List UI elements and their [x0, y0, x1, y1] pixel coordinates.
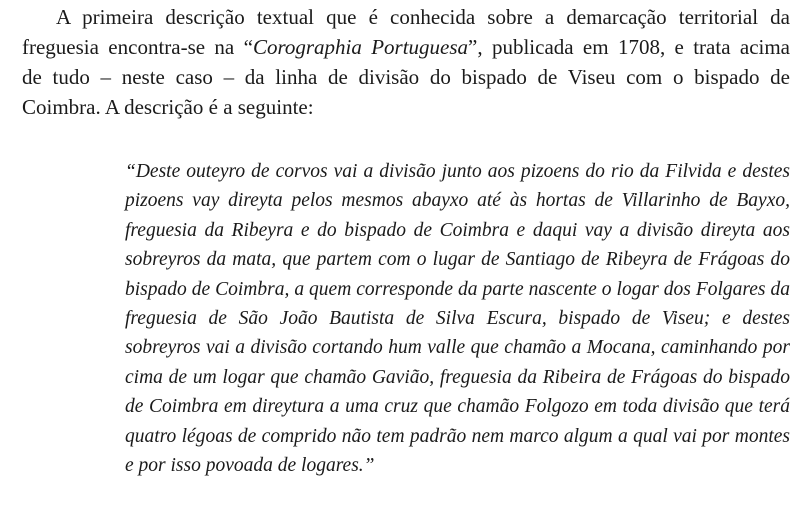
block-quote [125, 157, 790, 480]
intro-line-4: Coimbra. A descrição é a seguinte: [22, 95, 314, 119]
quote-line-7: sobreyros vai a divisão cortando hum valle que chamão a Mocana, caminhando por [125, 337, 790, 359]
intro-paragraph [22, 2, 790, 122]
quote-line-3: freguesia da Ribeyra e do bispado de Coimbra e daqui vay a divisão direyta aos [125, 219, 790, 241]
intro-line-3: de tudo – neste caso – da linha de divisão do bispado de Viseu com o bispado de [22, 65, 790, 89]
quote-line-11: e por isso povoada de logares.” [125, 455, 375, 477]
quote-line-9: de Coimbra em direytura a uma cruz que chamão Folgozo em toda divisão que terá [125, 396, 790, 418]
quote-line-2: pizoens vay direyta pelos mesmos abayxo até às hortas de Villarinho de Bayxo, [125, 190, 790, 212]
book-title: Corographia Portuguesa [252, 35, 469, 59]
quote-line-6: freguesia de São João Bautista de Silva Escura, bispado de Viseu; e destes [125, 308, 790, 330]
quote-line-8: cima de um logar que chamão Gavião, freguesia da Ribeira de Frágoas do bispado [125, 366, 790, 388]
quote-line-10: quatro légoas de comprido não tem padrão nem marco algum a qual vai por montes [125, 425, 790, 447]
intro-line-2-end: ”, publicada em 1708, e trata acima [468, 35, 791, 59]
intro-line-2 [22, 32, 790, 62]
intro-line-1: A primeira descrição textual que é conhecida sobre a demarcação territorial da [56, 5, 790, 29]
quote-line-1: “Deste outeyro de corvos vai a divisão junto aos pizoens do rio da Filvida e destes [125, 161, 790, 182]
quote-line-5: bispado de Coimbra, a quem corresponde da parte nascente o logar dos Folgares da [125, 278, 790, 300]
quote-line-4: sobreyros da mata, que partem com o lugar de Santiago de Ribeyra de Frágoas do [125, 249, 790, 271]
intro-line-2-start: freguesia encontra-se na “ [22, 35, 253, 59]
